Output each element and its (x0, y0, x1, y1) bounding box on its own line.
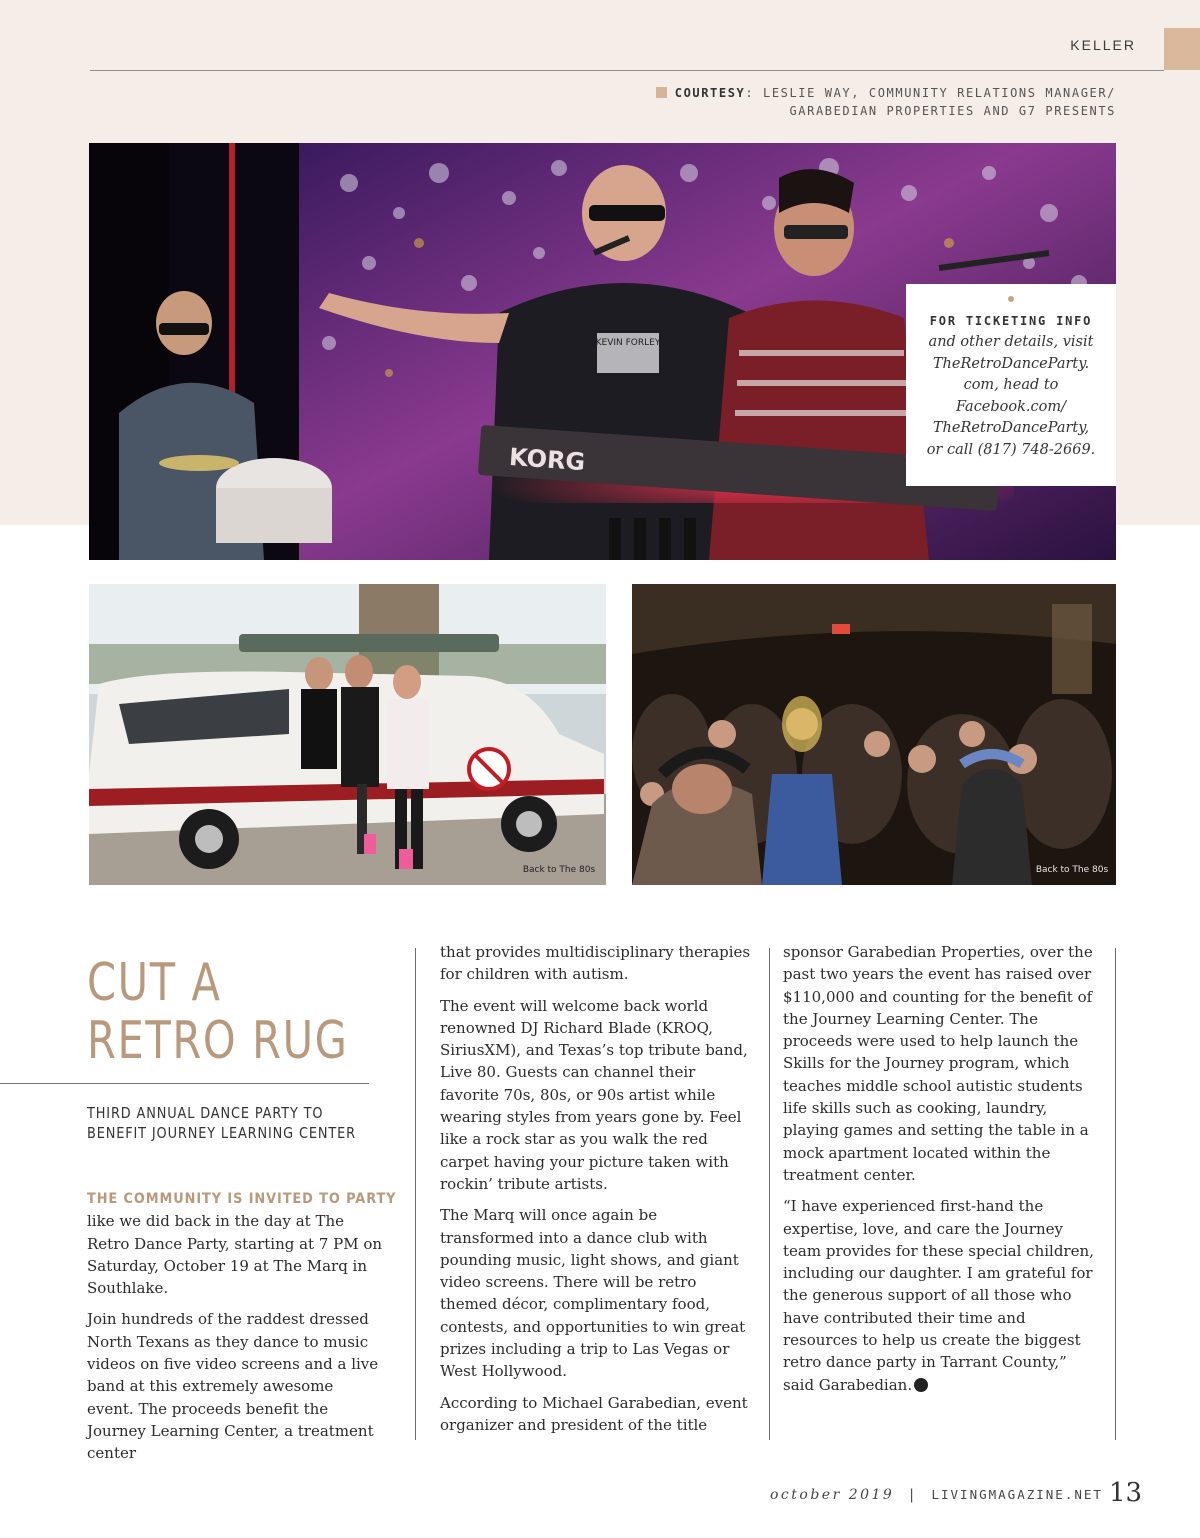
ticketing-info-box (906, 284, 1116, 486)
info-line: or call (817) 748-2669. (926, 441, 1096, 458)
section-label: KELLER (1070, 37, 1136, 53)
info-body (906, 332, 1116, 461)
paragraph: like we did back in the day at The Retro Dance Party, starting at 7 PM on Saturday, October 19 at The Marq in Southlake. (87, 1212, 383, 1298)
event-logo-text: Back to The 80s (1035, 865, 1109, 875)
info-line: TheRetroDanceParty. (932, 355, 1090, 372)
paragraph: Join hundreds of the raddest dressed North Texans as they dance to music videos on five video screens and a live band at this extremely awesome event. The proceeds benefit the Journey Learning Center, a treatment center (87, 1310, 379, 1463)
paragraph: sponsor Garabedian Properties, over the past two years the event has raised over $110,000 and counting for the benefit of the Journey Learning Center. The proceeds were used to help launch the Skills for the Journey program, which teaches middle school autistic students life skills such as cooking, laundry, playing games and setting the table in a mock apartment located within the treatment center. (783, 943, 1093, 1184)
subtitle-line-2: BENEFIT JOURNEY LEARNING CENTER (87, 1124, 356, 1142)
title-line-2: RETRO RUG (87, 1011, 349, 1071)
paragraph: According to Michael Garabedian, event organizer and president of the title (440, 1393, 748, 1434)
section-tab-marker (1164, 28, 1200, 70)
subtitle-line-1: THIRD ANNUAL DANCE PARTY TO (87, 1104, 324, 1122)
credit-line-2: GARABEDIAN PROPERTIES AND G7 PRESENTS (789, 104, 1116, 118)
event-logo-text: Back to The 80s (522, 865, 596, 875)
article-column-1 (87, 1188, 397, 1474)
credit-line-1: : LESLIE WAY, COMMUNITY RELATIONS MANAGER/ (745, 86, 1116, 100)
issue-date: october 2019 (770, 1487, 895, 1503)
article-column-3 (783, 941, 1097, 1405)
article-title (87, 954, 375, 1070)
article-subtitle (87, 1103, 379, 1143)
info-line: TheRetroDanceParty, (932, 420, 1090, 436)
info-line: and other details, visit (928, 334, 1094, 350)
info-line: Facebook.com/ (955, 398, 1067, 415)
info-dot-icon (1008, 296, 1014, 302)
column-divider (769, 948, 770, 1440)
paragraph: “I have experienced first-hand the expertise, love, and care the Journey team provides for these special children, including our daughter. I am grateful for the generous support of all those who have contributed their time and resources to help us create the biggest retro dance party in Tarrant County,” said Garabedian. (783, 1197, 1094, 1394)
lead-in: THE COMMUNITY IS INVITED TO PARTY (87, 1191, 397, 1207)
article-column-2 (440, 941, 752, 1445)
footer-separator: | (909, 1487, 917, 1503)
website-link[interactable]: LIVINGMAGAZINE.NET (931, 1487, 1103, 1502)
end-of-article-icon (914, 1378, 928, 1392)
keyboard-brand-text: KORG (508, 442, 587, 477)
page-number: 13 (1109, 1478, 1143, 1508)
paragraph: that provides multidisciplinary therapies for children with autism. (440, 943, 751, 984)
photo-credit (560, 84, 1116, 120)
ecto-car-photo (89, 584, 606, 885)
info-heading: FOR TICKETING INFO (929, 314, 1093, 328)
info-line: com, head to (963, 377, 1059, 393)
header-divider (90, 70, 1164, 71)
page-footer (770, 1487, 1103, 1503)
shirt-text: KEVIN FORLEY (595, 338, 661, 348)
paragraph: The Marq will once again be transformed into a dance club with pounding music, light shows, and giant video screens. There will be retro themed décor, complimentary food, contests, and opportunities to win great prizes including a trip to Las Vegas or West Hollywood. (440, 1206, 746, 1381)
title-divider (0, 1083, 369, 1084)
title-line-1: CUT A (87, 953, 222, 1013)
paragraph: The event will welcome back world renowned DJ Richard Blade (KROQ, SiriusXM), and Texas’s top tribute band, Live 80. Guests can channel their favorite 70s, 80s, or 90s artist while wearing styles from years gone by. Feel like a rock star as you walk the red carpet having your picture taken with rockin’ tribute artists. (440, 996, 748, 1193)
credit-label: COURTESY (674, 86, 746, 100)
dance-crowd-photo (632, 584, 1116, 885)
credit-square-icon (656, 87, 667, 98)
column-divider (415, 948, 416, 1440)
column-divider (1115, 948, 1116, 1440)
